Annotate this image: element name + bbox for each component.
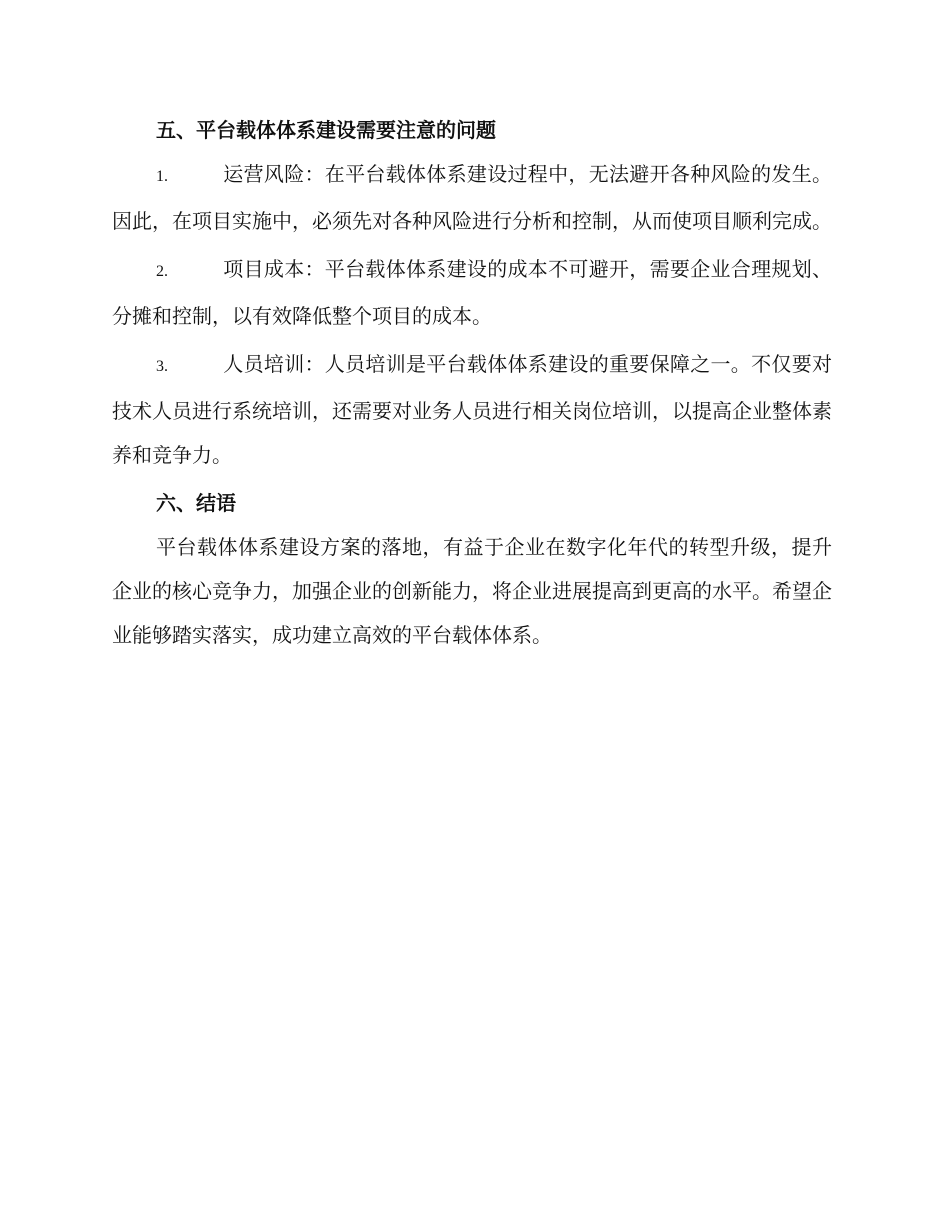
list-number-3: 3. — [156, 358, 168, 375]
list-text-1: 运营风险：在平台载体体系建设过程中，无法避开各种风险的发生。因此，在项目实施中，必须先对各种风险进行分析和控制，从而使项目顺利完成。 — [112, 162, 832, 233]
list-item-2 — [112, 247, 832, 338]
section-5-heading: 五、平台载体体系建设需要注意的问题 — [156, 118, 496, 142]
conclusion-paragraph: 平台载体体系建设方案的落地，有益于企业在数字化年代的转型升级，提升企业的核心竞争力，加强企业的创新能力，将企业进展提高到更高的水平。希望企业能够踏实落实，成功建立高效的平台载体体系。 — [112, 535, 832, 647]
document-page — [112, 108, 832, 661]
list-text-2: 项目成本：平台载体体系建设的成本不可避开，需要企业合理规划、分摊和控制，以有效降低整个项目的成本。 — [112, 257, 832, 328]
section-6-heading: 六、结语 — [156, 491, 236, 515]
list-number-2: 2. — [156, 263, 168, 280]
list-text-3: 人员培训：人员培训是平台载体体系建设的重要保障之一。不仅要对技术人员进行系统培训，还需要对业务人员进行相关岗位培训，以提高企业整体素养和竞争力。 — [112, 352, 832, 467]
list-number-1: 1. — [156, 168, 168, 185]
list-item-1 — [112, 152, 832, 243]
list-item-3 — [112, 342, 832, 477]
